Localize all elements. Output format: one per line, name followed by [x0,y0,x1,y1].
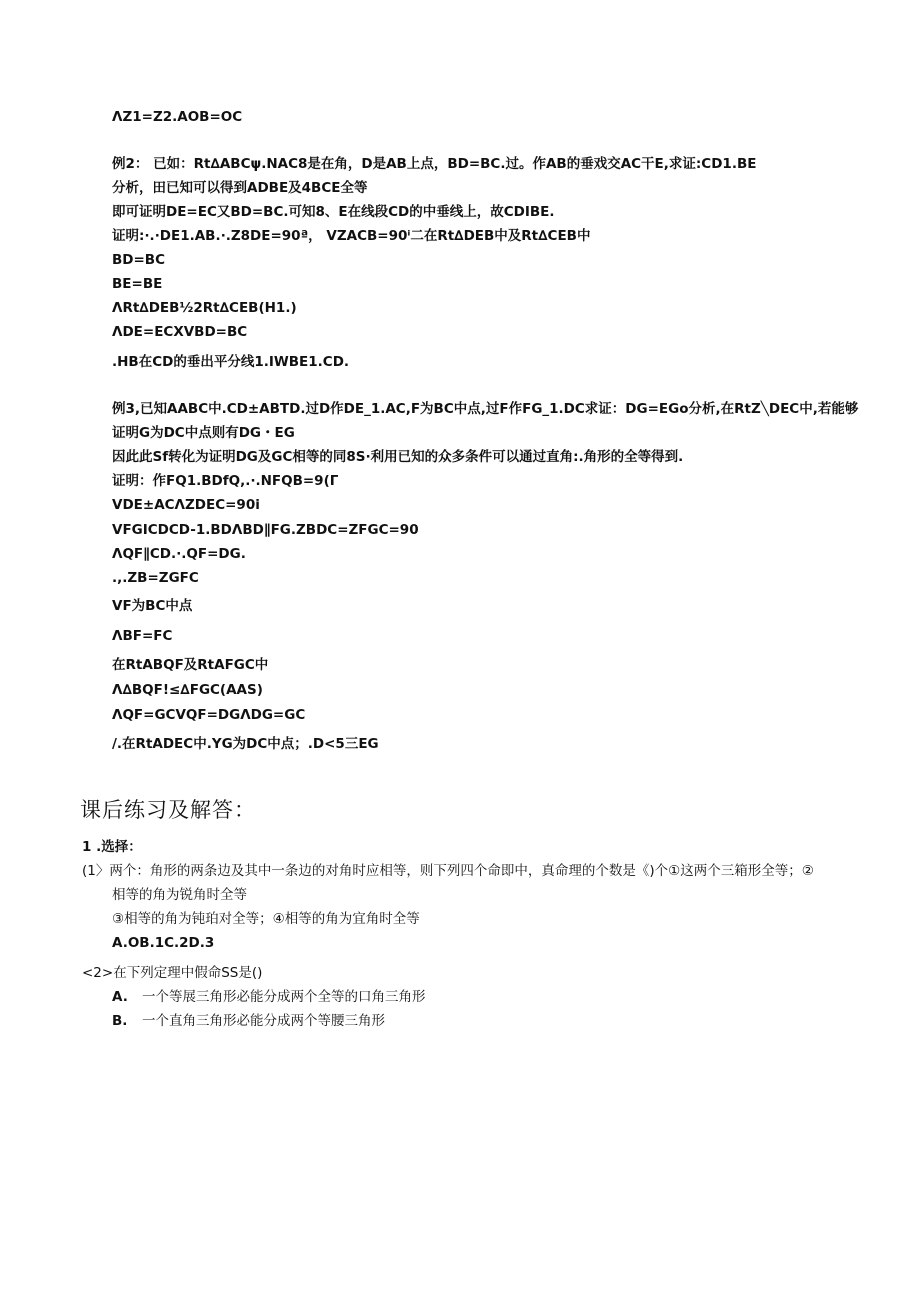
proof-line: ΛQF∥CD.∙.QF=DG. [112,546,246,562]
answer-choices: A.OB.1C.2D.3 [112,935,215,951]
proof-line: VDE±ACΛZDEC=90ⅰ [112,497,260,513]
proof-line: BD=BC [112,252,166,268]
proof-line: Λ∆BQF!≤∆FGC(AAS) [112,682,263,698]
proof-line: VF为BC中点 [112,598,193,614]
proof-line: 在RtABQF及RtAFGC中 [112,657,269,673]
analysis-line: 因此此Sf转化为证明DG及GC相等的同8S∙利用已知的众多条件可以通过直角:.角形的全等得到. [112,449,684,465]
proof-line: BE=BE [112,276,163,292]
section-title: 课后练习及解答： [80,798,256,822]
proof-line: ΛDE=ECXVBD=BC [112,324,248,340]
proof-line: 证明:∙.∙DE1.AB.∙.Z8DE=90ª， VZACB=90ⁱ二在Rt∆DEB中及Rt∆CEB中 [112,228,591,244]
exercise-question: (1〉两个：角形的两条边及其中一条边的对角时应相等，则下列四个命即中，真命理的个数是《)个①这两个三箱形全等；② [82,863,814,879]
choice-b-label: B. [112,1013,128,1029]
analysis-line: 即可证明DE=EC又BD=BC.可知8、E在线段CD的中垂线上，故CDIBE. [112,204,555,220]
proof-line: ΛZ1=Z2.AOB=OC [112,109,243,125]
choice-a-text: 一个等展三角形必能分成两个全等的口角三角形 [142,989,426,1005]
proof-conclusion: .HB在CD的垂出平分线1.IWBE1.CD. [112,354,350,370]
proof-line: 证明：作FQ1.BDfQ,.∙.NFQB=9(Γ [112,473,339,489]
example-3-statement: 例3,已知AABC中.CD±ABTD.过D作DE_1.AC,F为BC中点,过F作FG_1.DC求证：DG=EGo分析,在RtZ╲DEC中,若能够 [112,401,859,417]
proof-line: VFGICDCD-1.BDΛBD∥FG.ZBDC=ZFGC=90 [112,522,419,538]
proof-conclusion: /.在RtADEC中.YG为DC中点；.D<5三EG [112,736,379,752]
exercise-heading: 1 .选择： [82,839,142,855]
proof-line: ΛQF=GCVQF=DGΛDG=GC [112,707,306,723]
exercise-question: 相等的角为锐角时全等 [112,887,247,903]
proof-line: ΛBF=FC [112,628,173,644]
choice-b-text: 一个直角三角形必能分成两个等腰三角形 [142,1013,385,1029]
exercise-question: <2>在下列定理中假命SS是() [82,965,263,981]
proof-line: ΛRt∆DEB½2Rt∆CEB(H1.) [112,300,297,316]
example-2-statement: 例2： 已如：Rt∆ABCψ.NAC8是在角，D是AB上点，BD=BC.过。作AB的垂戏交AC干E,求证:CD1.BE [112,156,757,172]
exercise-question: ③相等的角为钝珀对全等；④相等的角为宜角时全等 [112,911,420,927]
analysis-line: 分析，田已知可以得到ADBE及4BCE全等 [112,180,368,196]
proof-line: .,.ZB=ZGFC [112,570,199,586]
analysis-line: 证明G为DC中点则有DG・EG [112,425,295,441]
choice-a-label: A. [112,989,128,1005]
